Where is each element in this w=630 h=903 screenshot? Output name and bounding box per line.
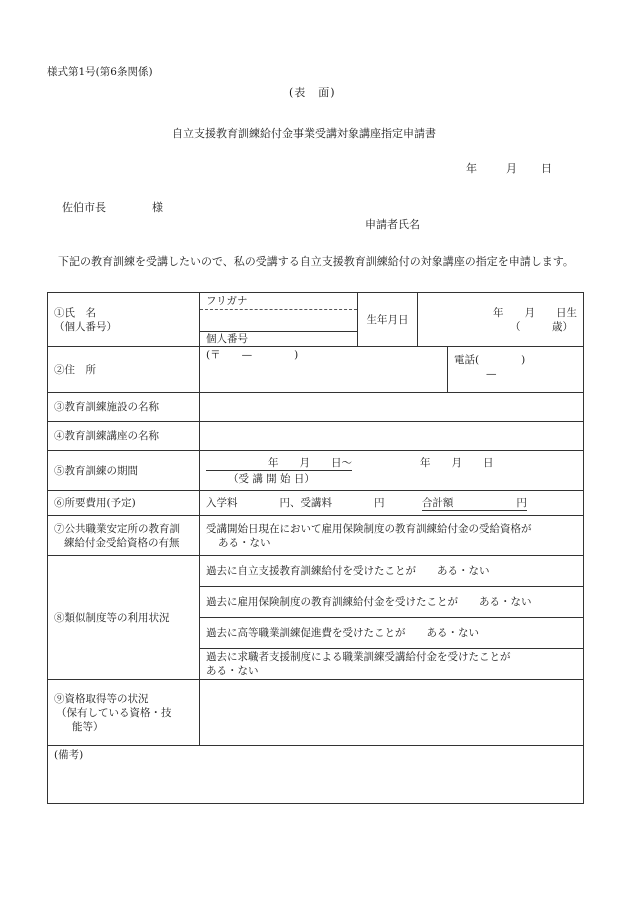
- date-month: 月: [506, 162, 517, 175]
- name-field[interactable]: [200, 310, 357, 331]
- form-number: 様式第1号(第6条関係): [47, 66, 153, 78]
- birth-label: 生年月日: [366, 313, 409, 326]
- address-label: ②住 所: [48, 347, 200, 393]
- postal-code: (〒 — ): [206, 349, 299, 361]
- course-field[interactable]: [200, 422, 584, 451]
- kojin-field[interactable]: [200, 331, 357, 346]
- name-label: ①氏 名: [54, 306, 96, 319]
- similar-item-2[interactable]: 過去に雇用保険制度の教育訓練給付金を受けたことが ある・ない: [200, 587, 584, 618]
- row-remarks: [48, 746, 584, 804]
- public-label-2: 練給付金受給資格の有無: [64, 536, 180, 549]
- application-table: [47, 292, 584, 804]
- remarks-label: (備考): [54, 749, 84, 761]
- remarks-field[interactable]: [48, 746, 584, 804]
- side-label: (表 面): [289, 86, 336, 99]
- end-date: 年 月 日: [420, 456, 494, 469]
- addressee-honorific: 様: [152, 201, 163, 214]
- phone-label: 電話( ): [454, 354, 526, 366]
- row-cost: [48, 491, 584, 516]
- facility-field[interactable]: [200, 393, 584, 422]
- similar-item-4-choice: ある・ない: [206, 665, 259, 677]
- similar-item-3[interactable]: 過去に高等職業訓練促進費を受けたことが ある・ない: [200, 618, 584, 649]
- page-title: 自立支援教育訓練給付金事業受講対象講座指定申請書: [172, 127, 436, 140]
- applicant-name-label: 申請者氏名: [365, 218, 420, 231]
- public-text: 受講開始日現在において雇用保険制度の教育訓練給付金の受給資格が: [206, 522, 532, 535]
- cost-total: 合計額 円: [421, 496, 527, 509]
- date-day: 日: [541, 162, 552, 175]
- addressee: [62, 199, 163, 215]
- public-field[interactable]: [200, 516, 584, 556]
- cost-admission: 入学料 円、受講料 円: [206, 496, 385, 509]
- start-date: [206, 456, 352, 471]
- qualification-label-3: 能等）: [72, 720, 104, 733]
- birth-label-cell: [358, 293, 418, 347]
- birth-date-text: 年 月 日生: [493, 306, 577, 319]
- kojin-label: （個人番号）: [54, 320, 117, 333]
- row-similar-1: [48, 556, 584, 587]
- name-label-cell: [48, 293, 200, 347]
- public-choice[interactable]: ある・ない: [218, 536, 271, 549]
- furigana-label: フリガナ: [206, 295, 248, 307]
- qualification-field[interactable]: [200, 680, 584, 746]
- request-statement: 下記の教育訓練を受講したいので、私の受講する自立支援教育訓練給付の対象講座の指定を申請します。: [58, 255, 574, 268]
- phone-field[interactable]: [448, 347, 584, 393]
- row-address: [48, 347, 584, 393]
- facility-label: ③教育訓練施設の名称: [48, 393, 200, 422]
- qualification-label-1: ⑨資格取得等の状況: [54, 692, 149, 705]
- row-period: [48, 451, 584, 491]
- start-date-text: 年 月 日〜: [268, 456, 352, 469]
- furigana-field[interactable]: [200, 293, 357, 310]
- age-text: （ 歳）: [510, 320, 573, 333]
- course-label: ④教育訓練講座の名称: [48, 422, 200, 451]
- similar-item-1[interactable]: 過去に自立支援教育訓練給付を受けたことが ある・ない: [200, 556, 584, 587]
- cost-label: ⑥所要費用(予定): [48, 491, 200, 516]
- kojin-number-label: 個人番号: [206, 333, 248, 345]
- date-year: 年: [466, 162, 477, 175]
- similar-item-4[interactable]: [200, 649, 584, 680]
- period-label: ⑤教育訓練の期間: [48, 451, 200, 491]
- public-label-1: ⑦公共職業安定所の教育訓: [54, 522, 180, 535]
- similar-label: ⑧類似制度等の利用状況: [48, 556, 200, 680]
- cost-field[interactable]: [200, 491, 584, 516]
- period-field[interactable]: [200, 451, 584, 491]
- row-qualification: [48, 680, 584, 746]
- qualification-label-cell: [48, 680, 200, 746]
- public-label-cell: [48, 516, 200, 556]
- row-facility: [48, 393, 584, 422]
- row-course: [48, 422, 584, 451]
- row-public: [48, 516, 584, 556]
- row-name: [48, 293, 584, 347]
- phone-dash: —: [486, 368, 497, 380]
- addressee-name: 佐伯市長: [62, 201, 106, 214]
- name-input-cell[interactable]: [200, 293, 358, 347]
- qualification-label-2: （保有している資格・技: [56, 706, 172, 719]
- similar-item-4-text: 過去に求職者支援制度による職業訓練受講給付金を受けたことが: [206, 651, 511, 663]
- start-caption: （受 講 開 始 日）: [228, 472, 315, 485]
- birth-date-field[interactable]: [418, 293, 584, 347]
- address-field[interactable]: [200, 347, 448, 393]
